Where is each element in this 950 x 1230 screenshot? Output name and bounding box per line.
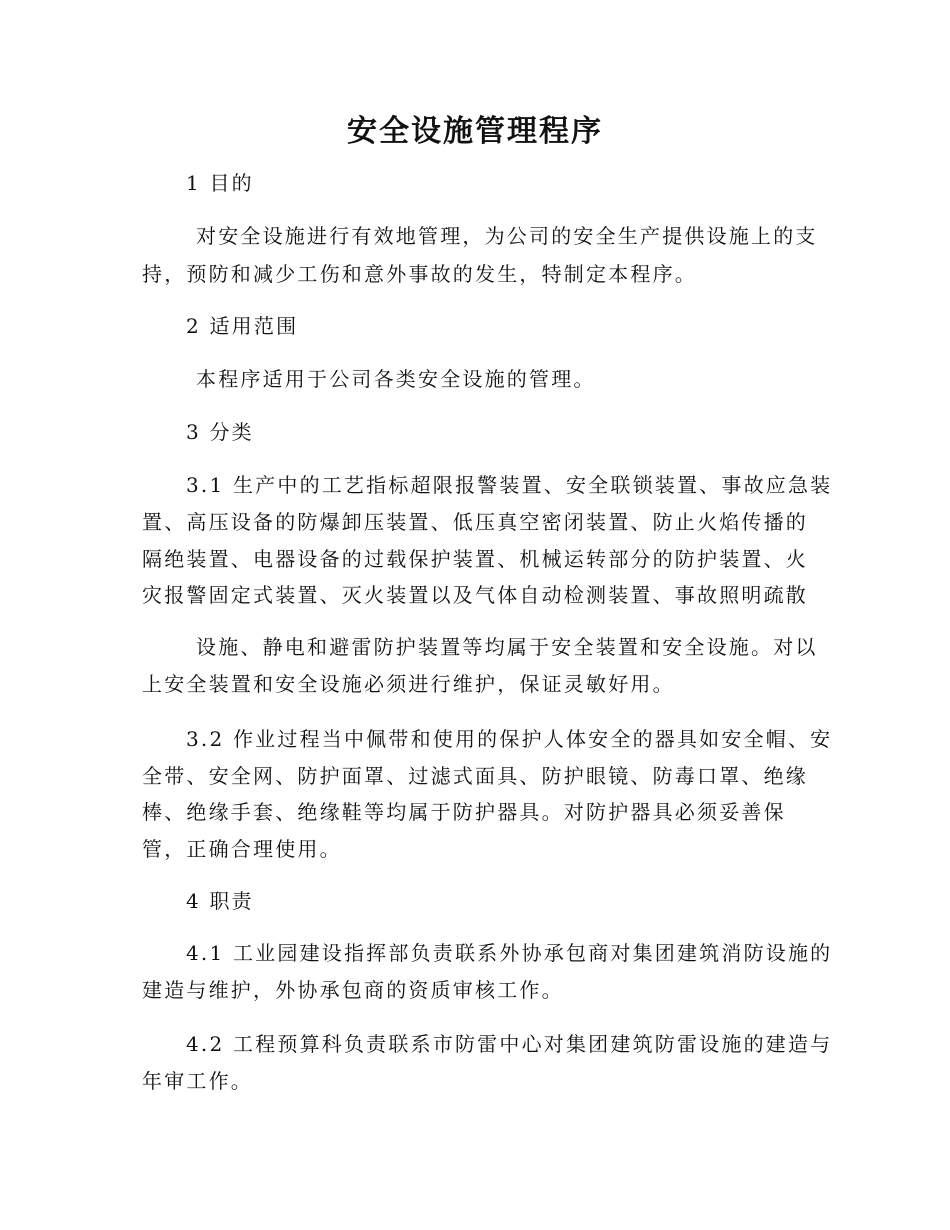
paragraph-line: 灾报警固定式装置、灭火装置以及气体自动检测装置、事故照明疏散	[142, 583, 808, 607]
paragraph-line: 3.2 作业过程当中佩带和使用的保护人体安全的器具如安全帽、安	[186, 727, 833, 751]
section-heading-scope: 2 适用范围	[186, 314, 299, 338]
paragraph-line: 3.1 生产中的工艺指标超限报警装置、安全联锁装置、事故应急装	[186, 473, 833, 497]
paragraph-line: 对安全设施进行有效地管理，为公司的安全生产提供设施上的支	[196, 224, 818, 248]
paragraph-line: 棒、绝缘手套、绝缘鞋等均属于防护器具。对防护器具必须妥善保	[142, 800, 786, 824]
paragraph-line: 4.2 工程预算科负责联系市防雷中心对集团建筑防雷设施的建造与	[186, 1032, 833, 1056]
section-heading-responsibilities: 4 职责	[186, 889, 254, 913]
paragraph-line: 置、高压设备的防爆卸压装置、低压真空密闭装置、防止火焰传播的	[142, 510, 808, 534]
paragraph-line: 4.1 工业园建设指挥部负责联系外协承包商对集团建筑消防设施的	[186, 941, 833, 965]
paragraph-line: 年审工作。	[142, 1069, 253, 1093]
paragraph-line: 持，预防和减少工伤和意外事故的发生，特制定本程序。	[142, 262, 697, 286]
paragraph-line: 建造与维护，外协承包商的资质审核工作。	[142, 978, 564, 1002]
paragraph-line: 上安全装置和安全设施必须进行维护，保证灵敏好用。	[142, 672, 675, 696]
section-heading-purpose: 1 目的	[186, 171, 254, 195]
paragraph-line: 设施、静电和避雷防护装置等均属于安全装置和安全设施。对以	[196, 635, 818, 659]
paragraph-line: 全带、安全网、防护面罩、过滤式面具、防护眼镜、防毒口罩、绝缘	[142, 764, 808, 788]
paragraph-line: 本程序适用于公司各类安全设施的管理。	[196, 367, 596, 391]
paragraph-line: 管，正确合理使用。	[142, 837, 342, 861]
document-title: 安全设施管理程序	[347, 114, 603, 149]
paragraph-line: 隔绝装置、电器设备的过载保护装置、机械运转部分的防护装置、火	[142, 547, 808, 571]
section-heading-classification: 3 分类	[186, 420, 254, 444]
